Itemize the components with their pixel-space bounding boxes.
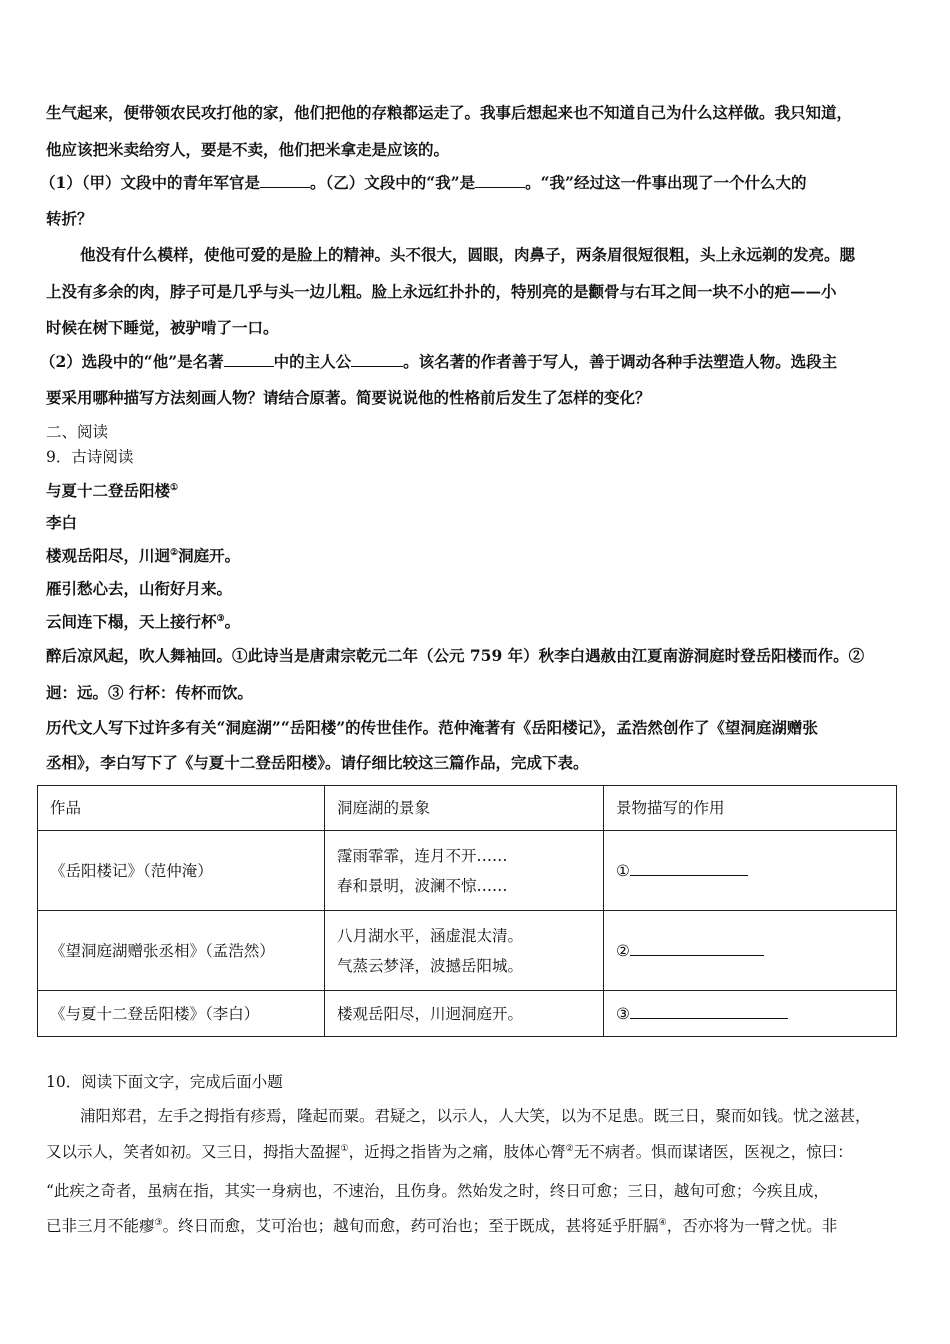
text-segment: 无不病者。惧而谋诸医，医视之，惊曰：: [573, 1143, 853, 1161]
answer-blank[interactable]: [260, 172, 310, 188]
comparison-table: [37, 785, 897, 1037]
answer-cell[interactable]: [604, 911, 897, 991]
question-9-intro-line-2: 丞相》，李白写下了《与夏十二登岳阳楼》。请仔细比较这三篇作品，完成下表。: [46, 753, 589, 772]
answer-blank[interactable]: [630, 941, 764, 956]
footnote-marker: ③: [154, 1217, 163, 1228]
question-1-mid: 。（乙）文段中的“我”是: [310, 173, 476, 192]
answer-blank[interactable]: [475, 172, 525, 188]
text-segment: ，否亦将为一臂之忧。非: [666, 1217, 838, 1235]
work-cell: 《与夏十二登岳阳楼》（李白）: [38, 991, 325, 1037]
footnote-marker: ①: [340, 1143, 349, 1154]
verse-1-b: 洞庭开。: [178, 546, 241, 565]
text-segment: ，近拇之指皆为之痛，肢体心膂: [348, 1143, 566, 1161]
footnote-marker: ①: [170, 482, 179, 493]
text-segment: 。终日而愈，艾可治也；越旬而愈，药可治也；至于既成，甚将延乎肝膈: [162, 1217, 659, 1235]
question-1-prefix: （1）（甲）文段中的青年军官是: [40, 173, 261, 192]
scene-cell: [325, 911, 604, 991]
table-header-cell: 洞庭湖的景象: [325, 786, 604, 831]
question-2: [40, 351, 837, 373]
text-segment: 又以示人，笑者如初。又三日，拇指大盈握: [46, 1143, 341, 1161]
table-row: [38, 911, 897, 991]
poem-verse-3: [46, 611, 240, 633]
question-2-mid: 中的主人公: [273, 352, 352, 371]
answer-cell[interactable]: [604, 991, 897, 1037]
answer-cell[interactable]: [604, 831, 897, 911]
poem-notes-line-2: 迥：远。③ 行杯：传杯而饮。: [46, 683, 253, 702]
question-10-header: 10．阅读下面文字，完成后面小题: [46, 1073, 283, 1091]
answer-blank[interactable]: [224, 351, 274, 367]
footnote-marker: ②: [170, 547, 179, 558]
answer-number: ③: [616, 1004, 630, 1023]
scene-cell: [325, 831, 604, 911]
answer-blank[interactable]: [630, 1004, 788, 1019]
table-header-row: [38, 786, 897, 831]
classical-text-line-4: [46, 1215, 837, 1237]
footnote-marker: ②: [565, 1143, 574, 1154]
scene-line: 楼观岳阳尽，川迥洞庭开。: [337, 1004, 524, 1023]
text-segment: 已非三月不能瘳: [46, 1217, 155, 1235]
scene-line: 八月湖水平，涵虚混太清。: [337, 926, 524, 945]
verse-3-b: 。: [224, 612, 241, 631]
answer-blank[interactable]: [351, 351, 403, 367]
question-2-continuation: 要采用哪种描写方法刻画人物？请结合原著。简要说说他的性格前后发生了怎样的变化？: [46, 388, 651, 407]
table-row: [38, 831, 897, 911]
passage-b-line-1: 他没有什么模样，使他可爱的是脸上的精神。头不很大，圆眼，肉鼻子，两条眉很短很粗，头上永远剃的发亮。腮: [80, 245, 856, 264]
question-2-prefix: （2）选段中的“他”是名著: [40, 352, 224, 371]
verse-3-a: 云间连下榻，天上接行杯: [46, 612, 217, 631]
answer-blank[interactable]: [630, 861, 748, 876]
question-1: [40, 172, 806, 194]
poem-verse-2: 雁引愁心去，山衔好月来。: [46, 579, 233, 598]
poem-author: 李白: [46, 513, 78, 532]
question-1-continuation: 转折？: [46, 209, 93, 228]
scene-line: 霪雨霏霏，连月不开……: [337, 846, 508, 865]
work-cell: 《望洞庭湖赠张丞相》（孟浩然）: [38, 911, 325, 991]
footnote-marker: ④: [658, 1217, 667, 1228]
scene-line: 春和景明，波澜不惊……: [337, 876, 508, 895]
verse-1-a: 楼观岳阳尽，川迥: [46, 546, 171, 565]
question-9-intro-line-1: 历代文人写下过许多有关“洞庭湖”“岳阳楼”的传世佳作。范仲淹著有《岳阳楼记》，孟浩然创作了《望洞庭湖赠张: [46, 718, 818, 737]
table-row: [38, 991, 897, 1037]
classical-text-line-1: 浦阳郑君，左手之拇指有疹焉，隆起而粟。君疑之，以示人，人大笑，以为不足患。既三日，聚而如钱。忧之滋甚，: [80, 1107, 871, 1125]
section-title: 二、阅读: [46, 423, 109, 441]
passage-b-line-3: 时候在树下睡觉，被驴啃了一口。: [46, 318, 279, 337]
answer-number: ②: [616, 941, 630, 960]
scene-line: 气蒸云梦泽，波撼岳阳城。: [337, 956, 524, 975]
question-1-suffix: 。“我”经过这一件事出现了一个什么大的: [525, 173, 807, 192]
footnote-marker: ③: [216, 613, 225, 624]
passage-a-line-2: 他应该把米卖给穷人，要是不卖，他们把米拿走是应该的。: [46, 140, 450, 159]
poem-verse-1: [46, 545, 240, 567]
passage-b-line-2: 上没有多余的肉，脖子可是几乎与头一边儿粗。脸上永远红扑扑的，特别亮的是颧骨与右耳之间一块不小的疤——小: [46, 282, 837, 301]
scene-cell: [325, 991, 604, 1037]
question-9-header: 9．古诗阅读: [46, 448, 134, 466]
work-cell: 《岳阳楼记》（范仲淹）: [38, 831, 325, 911]
classical-text-line-2: [46, 1141, 853, 1163]
poem-title-text: 与夏十二登岳阳楼: [46, 481, 171, 500]
classical-text-line-3: “此疾之奇者，虽病在指，其实一身病也，不速治，且伤身。然始发之时，终日可愈；三日，越旬可愈；今疾且成，: [46, 1182, 829, 1200]
answer-number: ①: [616, 861, 630, 880]
poem-notes-line-1: 醉后凉风起，吹人舞袖回。①此诗当是唐肃宗乾元二年（公元 759 年）秋李白遇赦由江夏南游洞庭时登岳阳楼而作。②: [46, 646, 865, 665]
question-2-suffix: 。该名著的作者善于写人，善于调动各种手法塑造人物。选段主: [403, 352, 838, 371]
poem-title: [46, 480, 178, 502]
table-header-cell: 作品: [38, 786, 325, 831]
table-header-cell: 景物描写的作用: [604, 786, 897, 831]
passage-a-line-1: 生气起来，便带领农民攻打他的家，他们把他的存粮都运走了。我事后想起来也不知道自己为什么这样做。我只知道，: [46, 103, 853, 122]
